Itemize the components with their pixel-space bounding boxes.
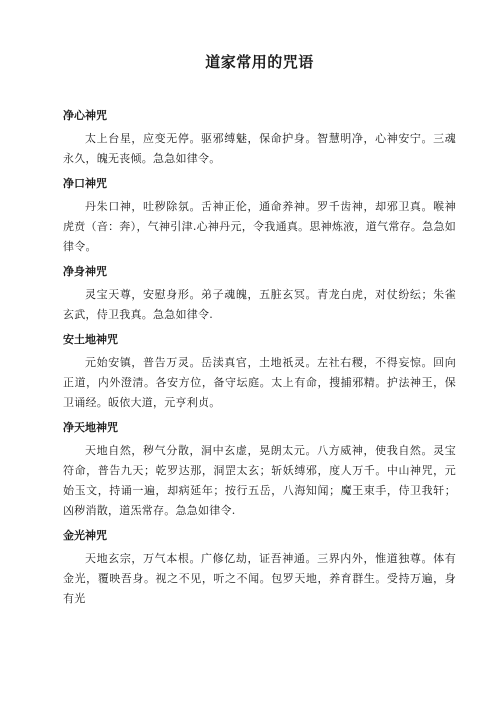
section-heading: 净心神咒 [63, 109, 107, 122]
section-antudi [63, 333, 456, 413]
section-jingkou [63, 177, 456, 257]
section-heading: 净天地神咒 [63, 421, 118, 434]
section-heading: 金光神咒 [63, 529, 107, 542]
section-jinguang [63, 529, 456, 609]
section-heading: 净身神咒 [63, 265, 107, 278]
section-body: 天地玄宗，万气本根。广修亿劫，证吾神通。三界内外，惟道独尊。体有金光，覆映吾身。视之不见，听之不闻。包罗天地，养育群生。受持万遍，身有光 [63, 552, 456, 605]
section-body: 丹朱口神，吐秽除氛。舌神正伦，通命养神。罗千齿神，却邪卫真。喉神虎贲（音：奔），气神引津.心神丹元，令我通真。思神炼液，道气常存。急急如律令。 [63, 200, 456, 253]
section-body: 天地自然，秽气分散，洞中玄虚，晃朗太元。八方威神，使我自然。灵宝符命，普告九天；乾罗达那，洞罡太玄；斩妖缚邪，度人万千。中山神咒，元始玉文，持诵一遍，却病延年；按行五岳，八海知闻；魔王束手，侍卫我轩；凶秽消散，道炁常存。急急如律令. [63, 444, 456, 517]
section-body: 灵宝天尊，安慰身形。弟子魂魄，五脏玄冥。青龙白虎，对仗纷纭；朱雀玄武，侍卫我真。急急如律令. [63, 288, 456, 321]
section-body: 元始安镇，普告万灵。岳渎真官，土地祇灵。左社右稷，不得妄惊。回向正道，内外澄清。各安方位，备守坛庭。太上有命，搜捕邪精。护法神王，保卫诵经。皈依大道，元亨利贞。 [63, 356, 456, 409]
section-jingshen [63, 265, 456, 325]
section-body: 太上台星，应变无停。驱邪缚魅，保命护身。智慧明净，心神安宁。三魂永久，魄无丧倾。急急如律令。 [63, 132, 456, 165]
section-heading: 净口神咒 [63, 177, 107, 190]
section-jingtiandi [63, 421, 456, 521]
section-heading: 安土地神咒 [63, 333, 118, 346]
document-title: 道家常用的咒语 [205, 53, 314, 71]
section-jingxin [63, 109, 456, 169]
